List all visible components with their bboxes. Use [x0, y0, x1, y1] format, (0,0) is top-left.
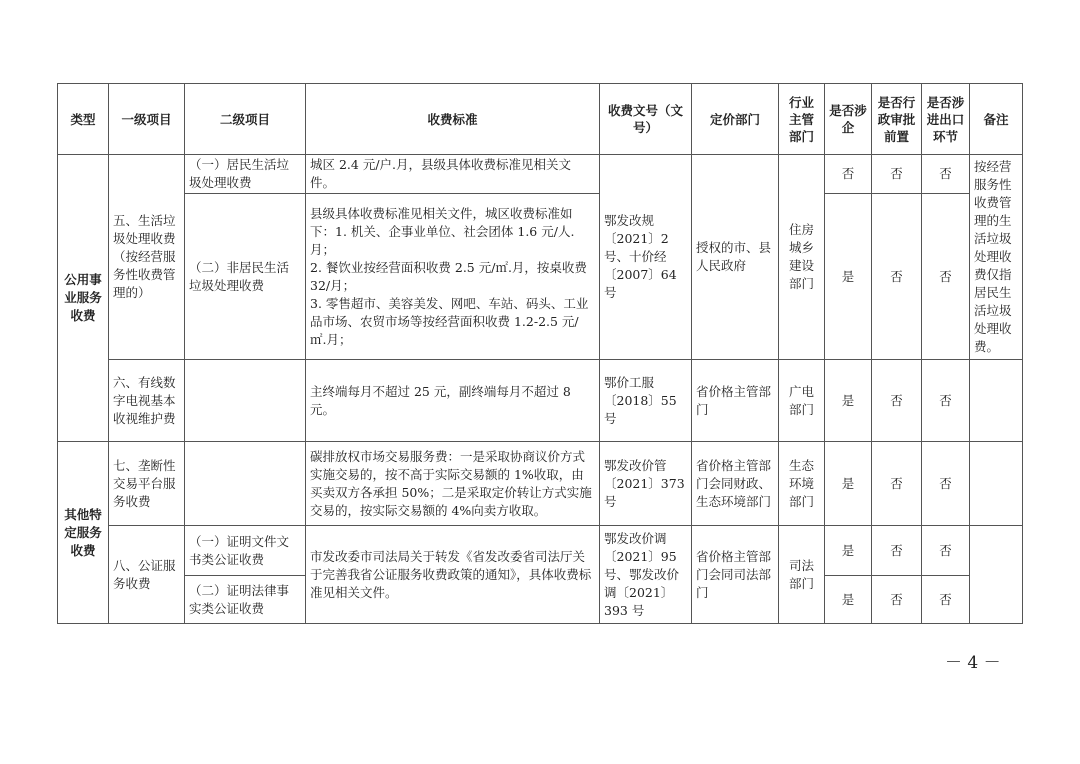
garbage-sub2-standard: 县级具体收费标准见相关文件，城区收费标准如下：1. 机关、企事业单位、社会团体 1.6 元/人.月； 2. 餐饮业按经营面积收费 2.5 元/㎡.月，按桌收费 32/月； 3. 零售超市、美容美发、网吧、车站、码头、工业品市场、农贸市场等按经营面积收费 1.2-2.5 元/㎡.月；: [306, 194, 600, 360]
tv-enterprise: 是: [825, 360, 872, 442]
garbage-sub1-enterprise: 否: [825, 155, 872, 194]
page-number: － 4 －: [945, 653, 1001, 673]
category-public: 公用事业服务收费: [58, 155, 109, 442]
header-industry: 行业主管部门: [779, 84, 825, 155]
notary-sub2-approval: 否: [872, 576, 922, 624]
carbon-level1: 七、垄断性交易平台服务收费: [109, 442, 185, 526]
garbage-sub2-approval: 否: [872, 194, 922, 360]
garbage-sub1-approval: 否: [872, 155, 922, 194]
notary-dept: 省价格主管部门会同司法部门: [692, 526, 779, 624]
notary-sub1-export: 否: [922, 526, 970, 576]
carbon-dept: 省价格主管部门会同财政、生态环境部门: [692, 442, 779, 526]
notary-doc: 鄂发改价调〔2021〕95 号、鄂发改价调〔2021〕393 号: [600, 526, 692, 624]
header-level2: 二级项目: [185, 84, 306, 155]
carbon-standard: 碳排放权市场交易服务费：一是采取协商议价方式实施交易的，按不高于实际交易额的 1%收取，由买卖双方各承担 50%；二是采取定价转让方式实施交易的，按实际交易额的 4%向卖方收取。: [306, 442, 600, 526]
table-row: [58, 360, 1023, 442]
carbon-industry: 生态环境部门: [779, 442, 825, 526]
notary-level1: 八、公证服务收费: [109, 526, 185, 624]
garbage-sub1-export: 否: [922, 155, 970, 194]
notary-sub1-level2: （一）证明文件文书类公证收费: [185, 526, 306, 576]
notary-sub2-export: 否: [922, 576, 970, 624]
header-approval: 是否行政审批前置: [872, 84, 922, 155]
garbage-sub2-export: 否: [922, 194, 970, 360]
header-enterprise: 是否涉企: [825, 84, 872, 155]
notary-sub1-approval: 否: [872, 526, 922, 576]
garbage-sub1-level2: （一）居民生活垃圾处理收费: [185, 155, 306, 194]
table-row: [58, 155, 1023, 194]
header-level1: 一级项目: [109, 84, 185, 155]
table-row: [58, 442, 1023, 526]
garbage-dept: 授权的市、县人民政府: [692, 155, 779, 360]
category-other: 其他特定服务收费: [58, 442, 109, 624]
garbage-sub1-standard: 城区 2.4 元/户.月，县级具体收费标准见相关文件。: [306, 155, 600, 194]
header-dept: 定价部门: [692, 84, 779, 155]
header-row: [58, 84, 1023, 155]
tv-doc: 鄂价工服〔2018〕55 号: [600, 360, 692, 442]
header-type: 类型: [58, 84, 109, 155]
carbon-enterprise: 是: [825, 442, 872, 526]
table-row: [58, 526, 1023, 576]
fee-table: [57, 83, 1023, 624]
notary-sub2-level2: （二）证明法律事实类公证收费: [185, 576, 306, 624]
tv-level2: [185, 360, 306, 442]
carbon-approval: 否: [872, 442, 922, 526]
tv-dept: 省价格主管部门: [692, 360, 779, 442]
garbage-doc: 鄂发改规〔2021〕2 号、十价经〔2007〕64 号: [600, 155, 692, 360]
notary-note: [970, 526, 1023, 624]
table-row: [58, 194, 1023, 360]
garbage-sub2-level2: （二）非居民生活垃圾处理收费: [185, 194, 306, 360]
tv-industry: 广电部门: [779, 360, 825, 442]
header-export: 是否涉进出口环节: [922, 84, 970, 155]
header-doc: 收费文号（文号）: [600, 84, 692, 155]
carbon-level2: [185, 442, 306, 526]
notary-sub1-enterprise: 是: [825, 526, 872, 576]
notary-sub2-enterprise: 是: [825, 576, 872, 624]
carbon-note: [970, 442, 1023, 526]
notary-industry: 司法部门: [779, 526, 825, 624]
garbage-note: 按经营服务性收费管理的生活垃圾处理收费仅指居民生活垃圾处理收费。: [970, 155, 1023, 360]
carbon-export: 否: [922, 442, 970, 526]
tv-export: 否: [922, 360, 970, 442]
header-standard: 收费标准: [306, 84, 600, 155]
garbage-industry: 住房城乡建设部门: [779, 155, 825, 360]
tv-note: [970, 360, 1023, 442]
notary-standard: 市发改委市司法局关于转发《省发改委省司法厅关于完善我省公证服务收费政策的通知》，具体收费标准见相关文件。: [306, 526, 600, 624]
tv-approval: 否: [872, 360, 922, 442]
garbage-sub2-enterprise: 是: [825, 194, 872, 360]
garbage-level1: 五、生活垃圾处理收费（按经营服务性收费管理的）: [109, 155, 185, 360]
carbon-doc: 鄂发改价管〔2021〕373 号: [600, 442, 692, 526]
tv-level1: 六、有线数字电视基本收视维护费: [109, 360, 185, 442]
header-note: 备注: [970, 84, 1023, 155]
tv-standard: 主终端每月不超过 25 元，副终端每月不超过 8 元。: [306, 360, 600, 442]
